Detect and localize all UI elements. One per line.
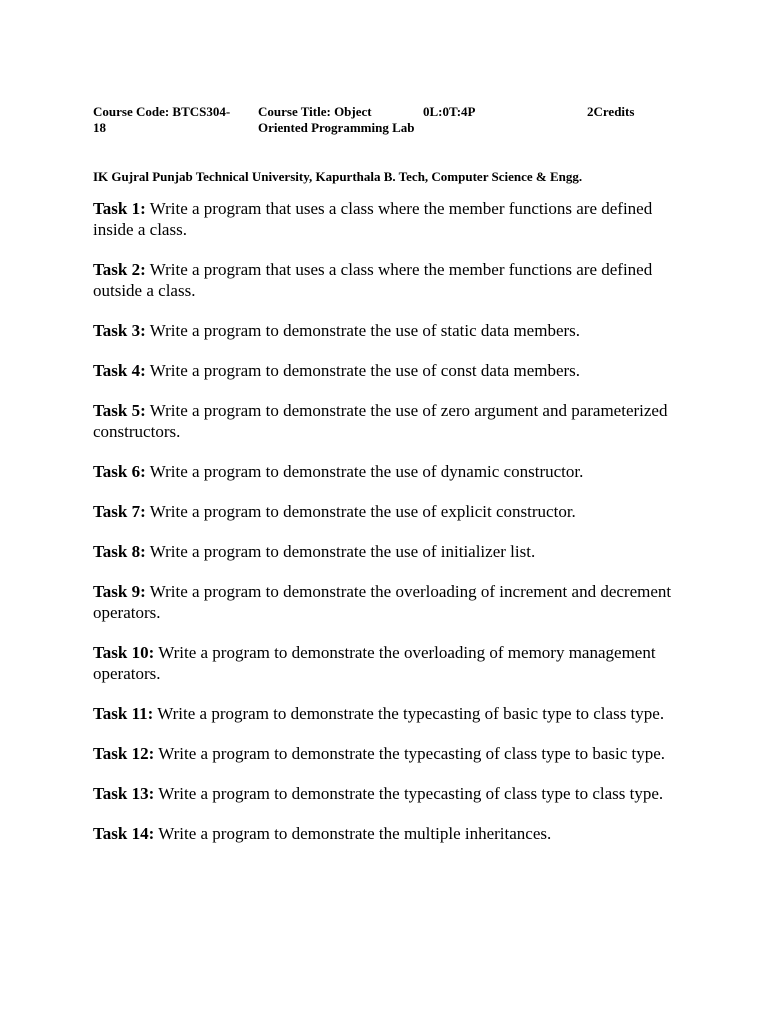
- task-label: Task 12:: [93, 744, 155, 763]
- task-item: [93, 501, 673, 522]
- task-item: [93, 541, 673, 562]
- task-item: [93, 400, 673, 442]
- task-item: [93, 259, 673, 301]
- task-text: Write a program to demonstrate the use of initializer list.: [149, 542, 536, 561]
- task-text: Write a program to demonstrate the typecasting of class type to basic type.: [158, 744, 666, 763]
- task-text: Write a program to demonstrate the use of static data members.: [149, 321, 581, 340]
- course-code: Course Code: BTCS304-18: [93, 104, 231, 135]
- task-item: [93, 642, 673, 684]
- task-label: Task 11:: [93, 704, 154, 723]
- task-text: Write a program to demonstrate the use of explicit constructor.: [149, 502, 576, 521]
- task-label: Task 14:: [93, 824, 155, 843]
- task-label: Task 6:: [93, 462, 146, 481]
- task-text: Write a program that uses a class where the member functions are defined inside a class.: [93, 199, 653, 239]
- task-label: Task 5:: [93, 401, 146, 420]
- task-item: [93, 823, 673, 844]
- task-text: Write a program to demonstrate the use of dynamic constructor.: [149, 462, 584, 481]
- task-label: Task 2:: [93, 260, 146, 279]
- task-label: Task 3:: [93, 321, 146, 340]
- task-label: Task 13:: [93, 784, 155, 803]
- task-label: Task 9:: [93, 582, 146, 601]
- task-item: [93, 743, 673, 764]
- course-header: [93, 104, 673, 152]
- task-label: Task 7:: [93, 502, 146, 521]
- task-label: Task 8:: [93, 542, 146, 561]
- task-text: Write a program to demonstrate the typecasting of class type to class type.: [158, 784, 664, 803]
- task-item: [93, 581, 673, 623]
- course-title: Course Title: Object Oriented Programming Lab: [258, 104, 415, 135]
- task-text: Write a program to demonstrate the use of const data members.: [149, 361, 581, 380]
- course-ltp: 0L:0T:4P: [423, 104, 476, 119]
- task-item: [93, 783, 673, 804]
- task-item: [93, 360, 673, 381]
- task-label: Task 10:: [93, 643, 155, 662]
- task-text: Write a program to demonstrate the overloading of memory management operators.: [93, 643, 656, 683]
- task-text: Write a program that uses a class where the member functions are defined outside a class.: [93, 260, 653, 300]
- task-label: Task 1:: [93, 199, 146, 218]
- task-list: [93, 198, 673, 844]
- task-text: Write a program to demonstrate the use of zero argument and parameterized constructors.: [93, 401, 668, 441]
- course-credits: 2Credits: [587, 104, 635, 119]
- task-item: [93, 198, 673, 240]
- document-page: [93, 104, 673, 863]
- task-item: [93, 320, 673, 341]
- task-label: Task 4:: [93, 361, 146, 380]
- university-line: IK Gujral Punjab Technical University, Kapurthala B. Tech, Computer Science & Engg.: [93, 169, 583, 184]
- task-item: [93, 461, 673, 482]
- task-text: Write a program to demonstrate the multiple inheritances.: [158, 824, 552, 843]
- task-item: [93, 703, 673, 724]
- task-text: Write a program to demonstrate the typecasting of basic type to class type.: [157, 704, 665, 723]
- task-text: Write a program to demonstrate the overloading of increment and decrement operators.: [93, 582, 672, 622]
